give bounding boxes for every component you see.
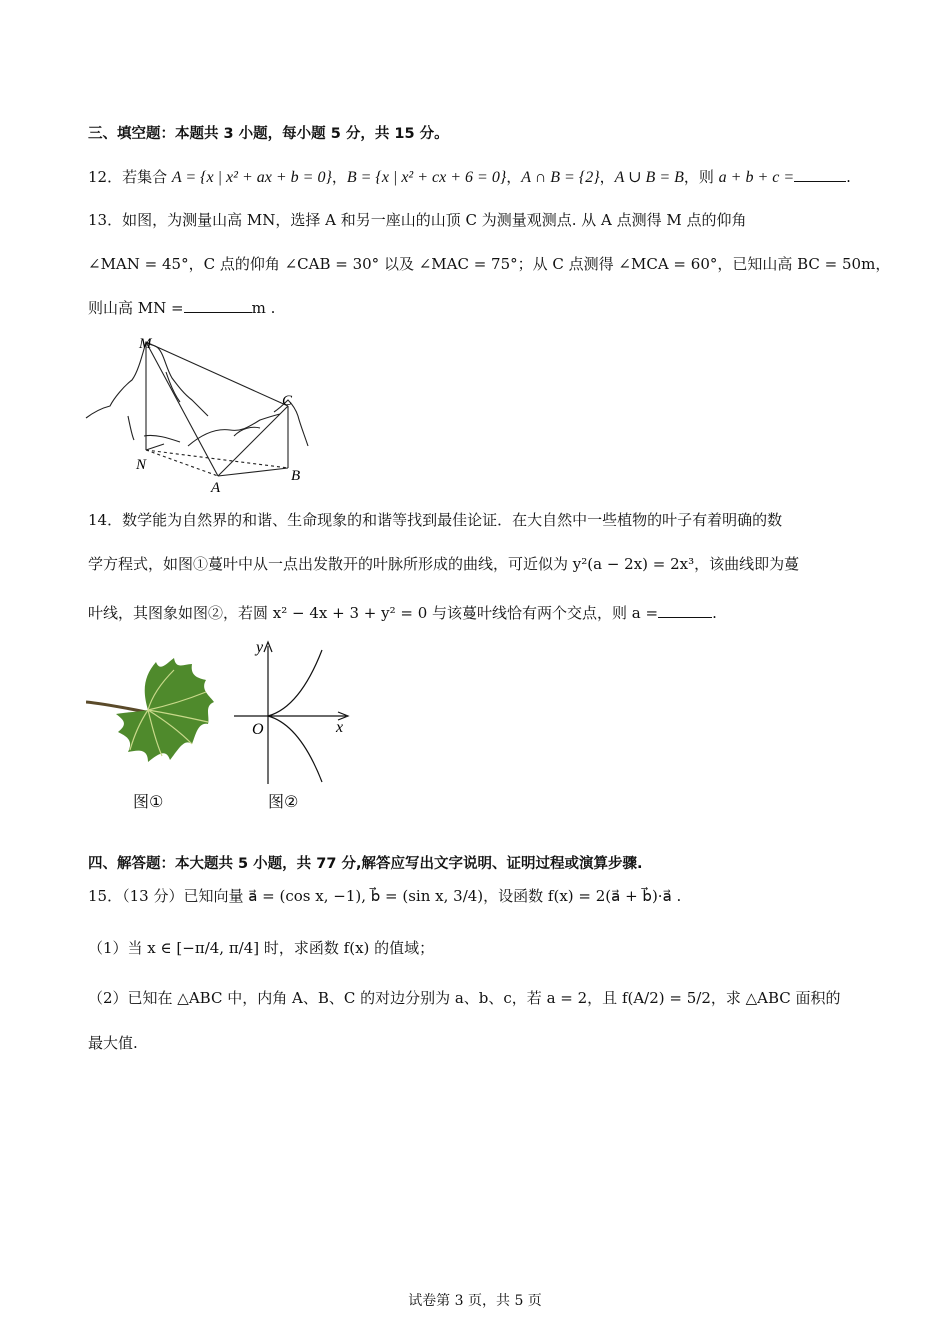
question-13-line-1 bbox=[88, 210, 747, 230]
q13-text: 如图，为测量山高 MN，选择 A 和另一座山的山顶 C 为测量观测点. 从 A 点测得 M 点的仰角 bbox=[122, 211, 747, 229]
label-b: B bbox=[291, 468, 301, 484]
section-4-heading: 四、解答题：本大题共 5 小题，共 77 分,解答应写出文字说明、证明过程或演算步骤. bbox=[88, 856, 643, 872]
figure-2-caption: 图② bbox=[268, 792, 299, 811]
q12-prefix: 若集合 bbox=[122, 168, 172, 186]
q12-intersection: A ∩ B = {2} bbox=[521, 169, 600, 186]
label-n: N bbox=[136, 457, 147, 473]
q12-union: A ∪ B = B bbox=[614, 169, 684, 186]
q12-ask: a + b + c = bbox=[718, 169, 795, 186]
answer-blank bbox=[794, 167, 846, 182]
answer-blank bbox=[184, 298, 252, 313]
label-c: C bbox=[282, 393, 293, 409]
label-m: M bbox=[139, 336, 152, 352]
q12-set-b: B = {x | x² + cx + 6 = 0} bbox=[346, 169, 507, 186]
question-13-line-3 bbox=[88, 298, 275, 318]
q14-number: 14． bbox=[88, 511, 123, 529]
question-15-part-2-continued: 最大值. bbox=[88, 1034, 138, 1052]
axis-y-label: y bbox=[256, 639, 264, 656]
q12-end: . bbox=[846, 168, 851, 186]
answer-blank bbox=[658, 603, 712, 618]
page-footer: 试卷第 3 页，共 5 页 bbox=[408, 1293, 542, 1309]
question-14-line-1 bbox=[88, 510, 782, 530]
cissoid-graph bbox=[230, 636, 356, 786]
q13-number: 13． bbox=[88, 211, 123, 229]
q12-set-a: A = {x | x² + ax + b = 0} bbox=[171, 169, 332, 186]
question-15-part-1: （1）当 x ∈ [−π/4, π/4] 时，求函数 f(x) 的值域； bbox=[88, 939, 435, 957]
q14-ask: 叶线，其图象如图②，若圆 x² − 4x + 3 + y² = 0 与该蔓叶线恰有两个交点，则 a = bbox=[88, 604, 659, 622]
q12-sep: ， bbox=[599, 168, 615, 186]
q14-text: 数学能为自然界的和谐、生命现象的和谐等找到最佳论证．在大自然中一些植物的叶子有着明确的数 bbox=[122, 511, 783, 529]
q13-unit: m . bbox=[251, 299, 276, 317]
question-12 bbox=[88, 167, 851, 188]
question-15-part-2: （2）已知在 △ABC 中，内角 A、B、C 的对边分别为 a、b、c，若 a = 2，且 f(A/2) = 5/2，求 △ABC 面积的 bbox=[88, 989, 841, 1007]
q12-sep: ， bbox=[506, 168, 522, 186]
q13-ask: 则山高 MN = bbox=[88, 299, 184, 317]
q14-end: . bbox=[712, 604, 717, 622]
q12-then: ，则 bbox=[683, 168, 719, 186]
question-13-line-2: ∠MAN = 45°，C 点的仰角 ∠CAB = 30° 以及 ∠MAC = 75°；从 C 点测得 ∠MCA = 60°，已知山高 BC = 50m， bbox=[88, 255, 891, 273]
question-14-line-3 bbox=[88, 603, 717, 623]
label-a: A bbox=[211, 480, 221, 496]
mountain-figure bbox=[84, 328, 316, 498]
question-15-intro: 15．（13 分）已知向量 a⃗ = (cos x, −1), b⃗ = (sin x, 3/4)，设函数 f(x) = 2(a⃗ + b⃗)·a⃗ . bbox=[88, 887, 682, 905]
figure-1-caption: 图① bbox=[133, 792, 164, 811]
axis-x-label: x bbox=[336, 719, 344, 736]
section-3-heading: 三、填空题：本题共 3 小题，每小题 5 分，共 15 分。 bbox=[88, 126, 449, 142]
q12-sep: ， bbox=[331, 168, 347, 186]
leaf-figure bbox=[86, 650, 226, 780]
origin-label: O bbox=[252, 721, 264, 738]
question-14-line-2: 学方程式，如图①蔓叶中从一点出发散开的叶脉所形成的曲线，可近似为 y²(a − 2x) = 2x³，该曲线即为蔓 bbox=[88, 555, 800, 573]
q12-number: 12． bbox=[88, 168, 123, 186]
